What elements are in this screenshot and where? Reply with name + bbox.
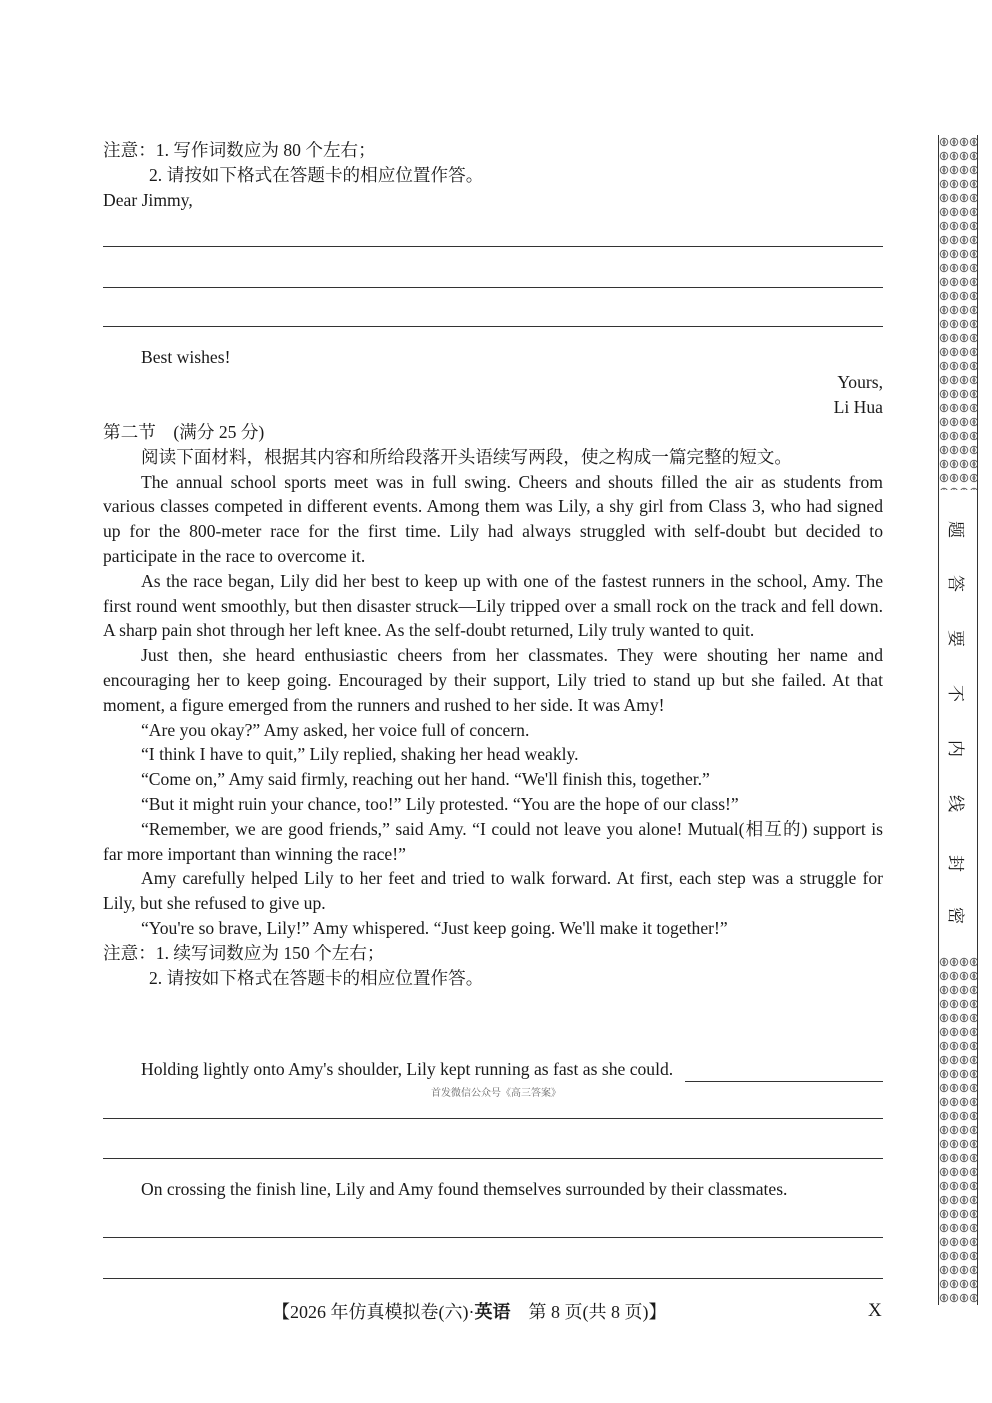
watermark: 首发微信公众号《高三答案》 <box>431 1088 561 1099</box>
story-paragraph: “Are you okay?” Amy asked, her voice full of concern. <box>141 719 530 740</box>
seal-char: 题 <box>945 521 965 538</box>
footer-mark: X <box>868 1300 882 1321</box>
story-paragraph: Amy carefully helped Lily to her feet and tried to walk forward. At first, each step was a struggle for Lily, but she refused to give up. <box>103 868 883 914</box>
note-item: 1. 续写词数应为 150 个左右； <box>155 942 385 963</box>
decorative-pattern <box>939 955 977 1305</box>
paragraph-1-prompt <box>103 1057 883 1082</box>
page-footer <box>272 1298 666 1324</box>
letter-salutation: Dear Jimmy, <box>103 189 193 210</box>
paragraph-1-opening: Holding lightly onto Amy's shoulder, Lily kept running as fast as she could. <box>141 1059 674 1079</box>
note-item: 2. 请按如下格式在答题卡的相应位置作答。 <box>149 164 484 185</box>
paragraph-2-opening: On crossing the finish line, Lily and Amy found themselves surrounded by their classmates. <box>141 1179 788 1199</box>
note-item: 1. 写作词数应为 80 个左右； <box>155 140 376 160</box>
story-paragraph: Just then, she heard enthusiastic cheers from her classmates. They were shouting her name and encouraging her to keep going. Encouraged by their support, Lily tried to stand up but she failed. At that moment, a figure emerged from the runners and rushed to her side. It was Amy! <box>103 645 883 715</box>
seal-char: 密 <box>945 907 965 924</box>
answer-line <box>103 1118 883 1119</box>
seal-char: 线 <box>945 795 965 812</box>
section-instruction: 阅读下面材料，根据其内容和所给段落开头语续写两段，使之构成一篇完整的短文。 <box>141 446 792 467</box>
story-paragraph: “Remember, we are good friends,” said Amy. “I could not leave you alone! Mutual(相互的) support is far more important than winning the race!” <box>103 818 883 864</box>
story-paragraph: “But it might ruin your chance, too!” Lily protested. “You are the hope of our class!” <box>141 793 739 814</box>
answer-line <box>685 1062 883 1082</box>
section-2 <box>103 420 883 990</box>
story-paragraph: As the race began, Lily did her best to keep up with one of the fastest runners in the school, Amy. The first round went smoothly, but then disaster struck—Lily tripped over a small rock on the track and fell down. A sharp pain shot through her left knee. As the self-doubt returned, Lily truly wanted to quit. <box>103 570 883 641</box>
section-title: 第二节 (满分 25 分) <box>103 422 265 442</box>
answer-line <box>103 1237 883 1238</box>
answer-line <box>103 1158 883 1159</box>
story-paragraph: “You're so brave, Lily!” Amy whispered. “Just keep going. We'll make it together!” <box>141 917 728 938</box>
letter-closing: Best wishes! <box>141 347 231 367</box>
story-paragraph: “I think I have to quit,” Lily replied, shaking her head weakly. <box>141 744 579 765</box>
seal-char: 不 <box>945 685 965 702</box>
answer-line <box>103 1278 883 1279</box>
footer-page: 第 8 页(共 8 页)】 <box>510 1302 667 1322</box>
seal-char: 要 <box>945 630 965 647</box>
letter-name: Li Hua <box>833 397 883 417</box>
seal-char: 内 <box>945 740 965 757</box>
writing-notes-1 <box>103 138 883 212</box>
decorative-pattern <box>939 135 977 490</box>
seal-char: 封 <box>945 855 965 872</box>
footer-subject: 英语 <box>474 1302 511 1322</box>
notes-label: 注意： <box>103 140 156 160</box>
answer-line <box>103 287 883 288</box>
footer-title: 【2026 年仿真模拟卷(六)· <box>272 1302 475 1322</box>
seal-line-strip <box>938 135 978 1305</box>
letter-signoff: Yours, <box>837 372 883 392</box>
story-paragraph: The annual school sports meet was in full swing. Cheers and shouts filled the air as students from various classes competed in different events. Among them was Lily, a shy girl from Class 3, who had signed up for the 800-meter race for the first time. Lily had always struggled with self-doubt but decided to participate in the race to overcome it. <box>103 471 883 566</box>
notes-label: 注意： <box>103 942 156 963</box>
story-paragraph: “Come on,” Amy said firmly, reaching out her hand. “We'll finish this, together.” <box>141 769 710 790</box>
note-item: 2. 请按如下格式在答题卡的相应位置作答。 <box>149 967 484 988</box>
seal-char: 答 <box>945 575 965 592</box>
answer-line <box>103 246 883 247</box>
answer-line <box>103 326 883 327</box>
